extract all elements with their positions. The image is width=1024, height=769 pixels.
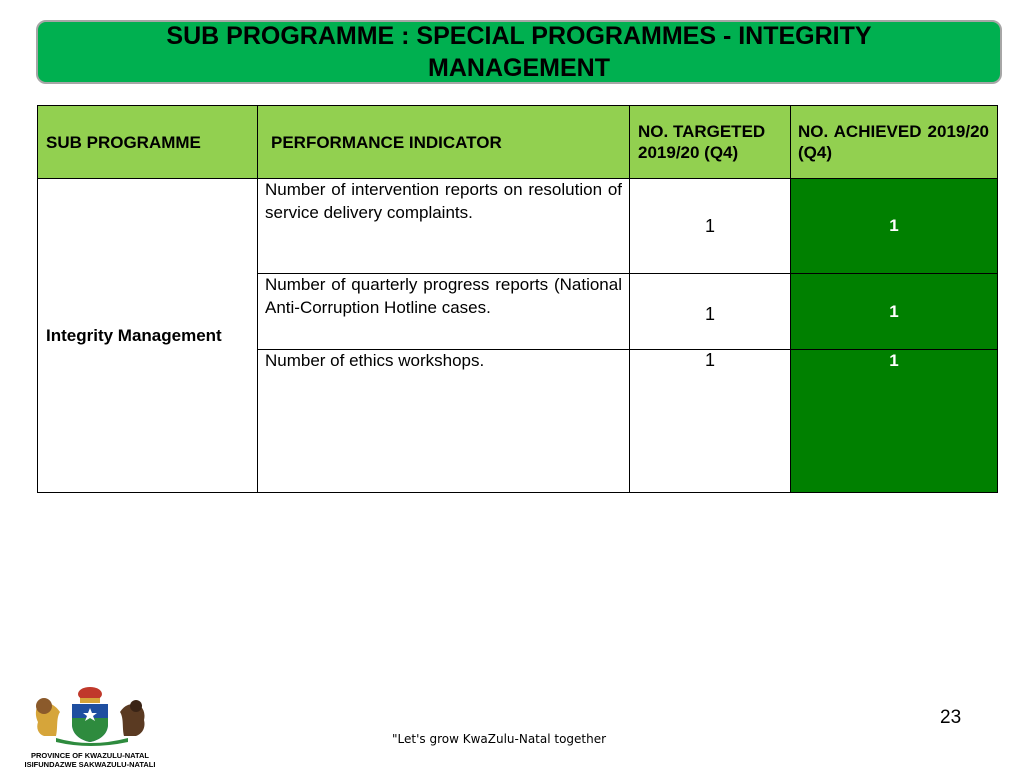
page-number: 23 [940,707,962,728]
indicator-cell: Number of quarterly progress reports (National Anti-Corruption Hotline cases. [258,274,630,350]
targeted-cell: 1 [630,274,791,350]
indicator-cell: Number of ethics workshops. [258,350,630,493]
table-row [38,179,998,274]
slide-title: SUB PROGRAMME : SPECIAL PROGRAMMES - INTEGRITY MANAGEMENT [166,22,872,82]
header-performance-indicator: PERFORMANCE INDICATOR [258,106,630,179]
header-no-achieved: NO. ACHIEVED 2019/20 (Q4) [791,106,998,179]
achieved-cell: 1 [791,179,998,274]
header-no-targeted: NO. TARGETED 2019/20 (Q4) [630,106,791,179]
table-header-row [38,106,998,179]
sub-programme-cell: Integrity Management [38,179,258,493]
logo-caption-zulu: ISIFUNDAZWE SAKWAZULU-NATALI [24,760,156,769]
slogan: "Let's grow KwaZulu-Natal together [392,732,607,746]
performance-table [37,105,998,493]
achieved-cell: 1 [791,350,998,493]
header-sub-programme: SUB PROGRAMME [38,106,258,179]
logo-caption-english: PROVINCE OF KWAZULU-NATAL [30,751,150,760]
targeted-cell: 1 [630,350,791,493]
title-banner [36,20,1002,84]
targeted-cell: 1 [630,179,791,274]
indicator-cell: Number of intervention reports on resolution of service delivery complaints. [258,179,630,274]
achieved-cell: 1 [791,274,998,350]
